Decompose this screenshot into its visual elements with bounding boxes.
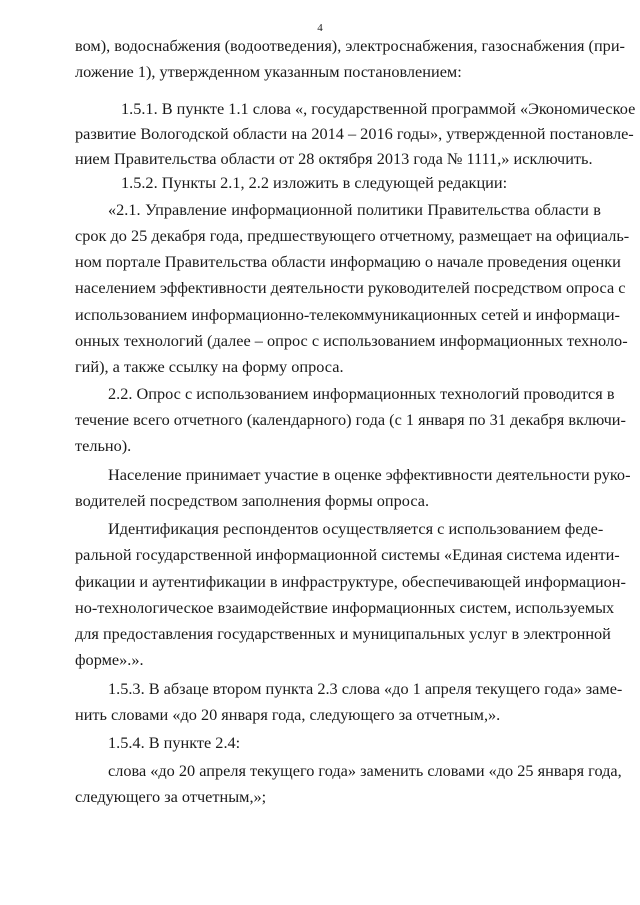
text-line: гий), а также ссылку на форму опроса. [75,357,344,376]
text-line: слова «до 20 апреля текущего года» заменить словами «до 25 января года, [108,761,622,780]
text-line: 2.2. Опрос с использованием информационных технологий проводится в [108,384,615,403]
text-line: 1.5.3. В абзаце втором пункта 2.3 слова «до 1 апреля текущего года» заме- [108,679,623,698]
text-line: нием Правительства области от 28 октября 2013 года № 1111,» исключить. [75,149,593,168]
text-line: развитие Вологодской области на 2014 – 2016 годы», утвержденной постановле- [75,124,634,143]
text-line: «2.1. Управление информационной политики Правительства области в [108,200,601,219]
text-line: использованием информационно-телекоммуникационных сетей и информаци- [75,305,620,324]
text-line: населением эффективности деятельности руководителей посредством опроса с [75,278,626,297]
text-line: нить словами «до 20 января года, следующего за отчетным,». [75,705,501,724]
text-line: Население принимает участие в оценке эффективности деятельности руко- [108,465,631,484]
text-line: течение всего отчетного (календарного) года (с 1 января по 31 декабря включи- [75,410,626,429]
text-line: форме».». [75,650,144,669]
page-number: 4 [317,22,323,34]
text-line: онных технологий (далее – опрос с использованием информационных техноло- [75,331,628,350]
text-line: ложение 1), утвержденном указанным постановлением: [75,62,462,81]
text-line: фикации и аутентификации в инфраструктуре, обеспечивающей информацион- [75,572,626,591]
text-line: для предоставления государственных и муниципальных услуг в электронной [75,624,611,643]
text-line: 1.5.4. В пункте 2.4: [108,733,241,752]
text-line: водителей посредством заполнения формы опроса. [75,491,430,510]
text-line: 1.5.2. Пункты 2.1, 2.2 изложить в следующей редакции: [121,173,508,192]
text-line: Идентификация респондентов осуществляется с использованием феде- [108,519,604,538]
text-line: но-технологическое взаимодействие информационных систем, используемых [75,598,615,617]
text-line: ном портале Правительства области информацию о начале проведения оценки [75,252,621,271]
text-line: срок до 25 декабря года, предшествующего отчетному, размещает на официаль- [75,226,630,245]
text-line: ральной государственной информационной системы «Единая система иденти- [75,545,620,564]
text-line: вом), водоснабжения (водоотведения), электроснабжения, газоснабжения (при- [75,36,625,55]
text-line: тельно). [75,436,132,455]
text-line: 1.5.1. В пункте 1.1 слова «, государственной программой «Экономическое [121,99,636,118]
text-line: следующего за отчетным,»; [75,787,267,806]
